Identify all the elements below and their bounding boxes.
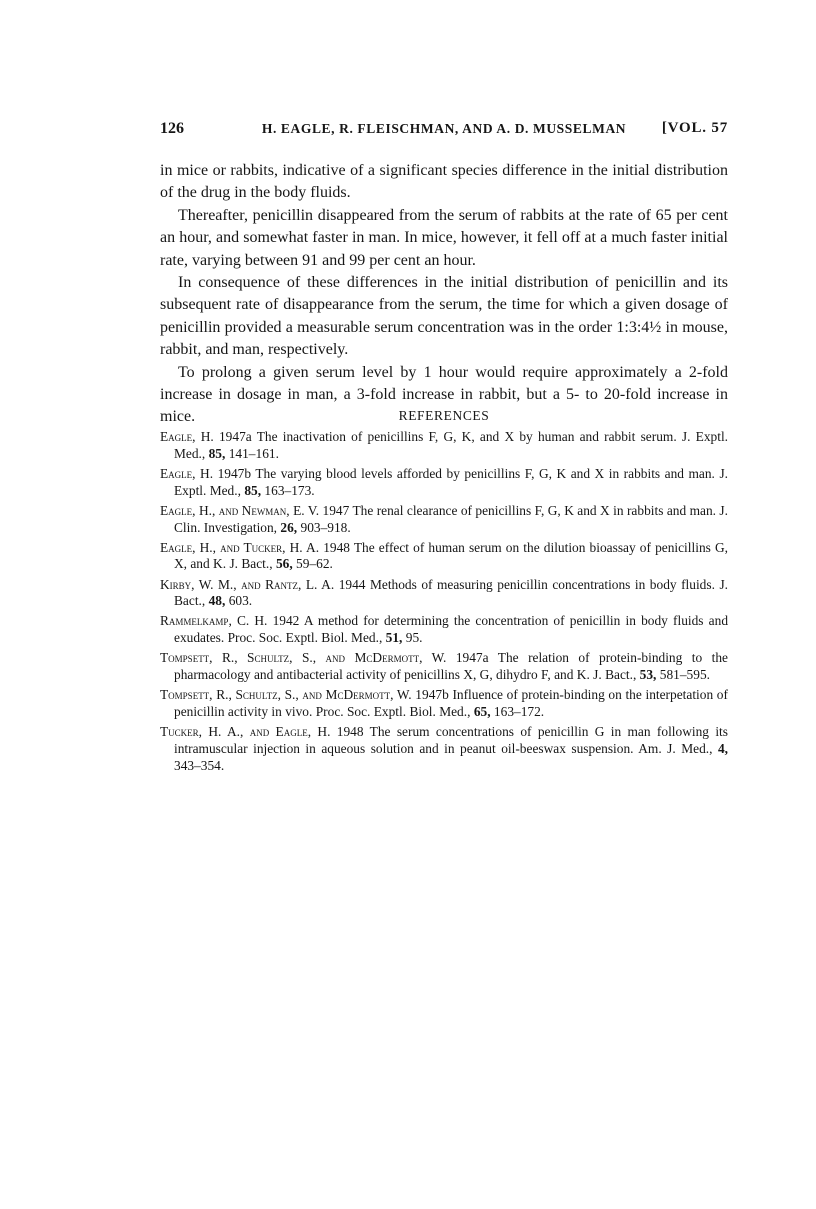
reference-year: 1948 bbox=[323, 539, 350, 555]
reference-year: 1947b bbox=[217, 465, 252, 481]
volume-label: [VOL. 57 bbox=[661, 120, 728, 136]
paragraph: To prolong a given serum level by 1 hour would require approximately a 2-fold increase in dosage in man, a 3-fold increase in rabbit, but a 5- to 20-fold increase in mice. bbox=[160, 363, 728, 426]
reference-item bbox=[160, 687, 728, 721]
reference-item bbox=[160, 577, 728, 611]
reference-volume: 56, bbox=[275, 556, 293, 572]
reference-pages: 59–62. bbox=[296, 556, 333, 572]
reference-item bbox=[160, 650, 728, 684]
paragraph: In consequence of these differences in the initial distribution of penicillin and its subsequent rate of disappearance from the serum, the time for which a given dosage of penicillin provided a measurable serum concentration was in the order 1:3:4½ in mouse, rabbit, and man, respectively. bbox=[160, 274, 728, 359]
paragraph: Thereafter, penicillin disappeared from the serum of rabbits at the rate of 65 per cent an hour, and somewhat faster in man. In mice, however, it fell off at a much faster initial rate, varying between 91 and 99 per cent an hour. bbox=[160, 206, 728, 269]
reference-year: 1947a bbox=[455, 650, 489, 666]
reference-year: 1942 bbox=[272, 613, 300, 629]
reference-journal: J. Bact., bbox=[229, 556, 273, 572]
reference-title: The relation of protein-binding to the pharmacology and antibacterial activity of penicillins X, G, dihydro F, and K. bbox=[174, 650, 728, 683]
reference-journal: J. Exptl. Med., bbox=[174, 465, 728, 498]
reference-journal: Proc. Soc. Exptl. Biol. Med., bbox=[227, 630, 383, 646]
reference-title: The inactivation of penicillins F, G, K, and X by human and rabbit serum. bbox=[256, 429, 677, 444]
reference-year: 1947 bbox=[322, 502, 350, 518]
reference-journal: Proc. Soc. Exptl. Biol. Med., bbox=[315, 704, 471, 720]
reference-year: 1947a bbox=[218, 429, 252, 444]
reference-title: Methods of measuring penicillin concentrations in body fluids. bbox=[369, 576, 715, 592]
running-header bbox=[160, 120, 728, 142]
reference-volume: 26, bbox=[280, 519, 298, 535]
reference-item bbox=[160, 613, 728, 647]
reference-title: The serum concentrations of penicillin G in man following its intramuscular injection in aqueous solution and in peanut oil-beeswax suspension. bbox=[174, 724, 728, 756]
reference-author: Eagle, H. bbox=[160, 429, 214, 444]
reference-journal: J. Clin. Investigation, bbox=[174, 502, 728, 535]
reference-pages: 603. bbox=[228, 593, 253, 609]
reference-volume: 48, bbox=[208, 593, 226, 609]
reference-pages: 343–354. bbox=[174, 757, 225, 773]
reference-title: Influence of protein-binding on the interpetation of penicillin activity in vivo. bbox=[174, 687, 728, 720]
reference-journal: J. Exptl. Med., bbox=[174, 429, 729, 461]
reference-year: 1948 bbox=[336, 724, 364, 740]
page-number: 126 bbox=[160, 120, 184, 137]
reference-item bbox=[160, 466, 728, 500]
reference-author: Kirby, W. M., and Rantz, L. A. bbox=[160, 576, 335, 592]
reference-volume: 53, bbox=[639, 667, 657, 683]
reference-title: The varying blood levels afforded by penicillins F, G, K and X in rabbits and man. bbox=[255, 465, 715, 481]
reference-volume: 85, bbox=[208, 445, 226, 461]
reference-list bbox=[160, 429, 728, 778]
reference-item bbox=[160, 429, 728, 463]
reference-pages: 95. bbox=[405, 630, 423, 646]
reference-author: Tucker, H. A., and Eagle, H. bbox=[160, 724, 331, 740]
paragraph: in mice or rabbits, indicative of a significant species difference in the initial distribution of the drug in the body fluids. bbox=[160, 162, 728, 202]
reference-volume: 85, bbox=[244, 482, 262, 498]
reference-title: The effect of human serum on the dilution bioassay of penicillins G, X, and K. bbox=[174, 539, 728, 572]
reference-pages: 141–161. bbox=[228, 445, 279, 461]
reference-item bbox=[160, 724, 728, 774]
reference-volume: 51, bbox=[385, 630, 403, 646]
reference-title: A method for determining the concentration of penicillin in body fluids and exudates. bbox=[174, 613, 729, 646]
body-text bbox=[160, 160, 728, 429]
reference-author: Eagle, H., and Newman, E. V. bbox=[160, 502, 320, 518]
references-heading: REFERENCES bbox=[398, 408, 490, 423]
reference-journal: J. Bact., bbox=[174, 576, 728, 609]
running-head-authors: H. EAGLE, R. FLEISCHMAN, AND A. D. MUSSELMAN bbox=[261, 121, 627, 136]
reference-pages: 903–918. bbox=[300, 519, 351, 535]
reference-pages: 581–595. bbox=[659, 667, 710, 683]
reference-author: Tompsett, R., Schultz, S., and McDermott, W. bbox=[160, 687, 412, 703]
reference-author: Eagle, H. bbox=[160, 465, 214, 481]
reference-item bbox=[160, 540, 728, 574]
reference-title: The renal clearance of penicillins F, G, K and X in rabbits and man. bbox=[352, 502, 716, 518]
reference-pages: 163–173. bbox=[264, 482, 315, 498]
reference-author: Tompsett, R., Schultz, S., and McDermott, W. bbox=[160, 650, 447, 666]
reference-journal: Am. J. Med., bbox=[638, 740, 713, 756]
reference-year: 1947b bbox=[415, 687, 449, 703]
reference-author: Eagle, H., and Tucker, H. A. bbox=[160, 539, 320, 555]
reference-pages: 163–172. bbox=[493, 704, 545, 720]
reference-volume: 65, bbox=[473, 704, 491, 720]
reference-year: 1944 bbox=[338, 576, 366, 592]
reference-item bbox=[160, 503, 728, 537]
reference-volume: 4, bbox=[717, 740, 728, 756]
reference-journal: J. Bact., bbox=[593, 667, 637, 683]
reference-author: Rammelkamp, C. H. bbox=[160, 613, 268, 629]
